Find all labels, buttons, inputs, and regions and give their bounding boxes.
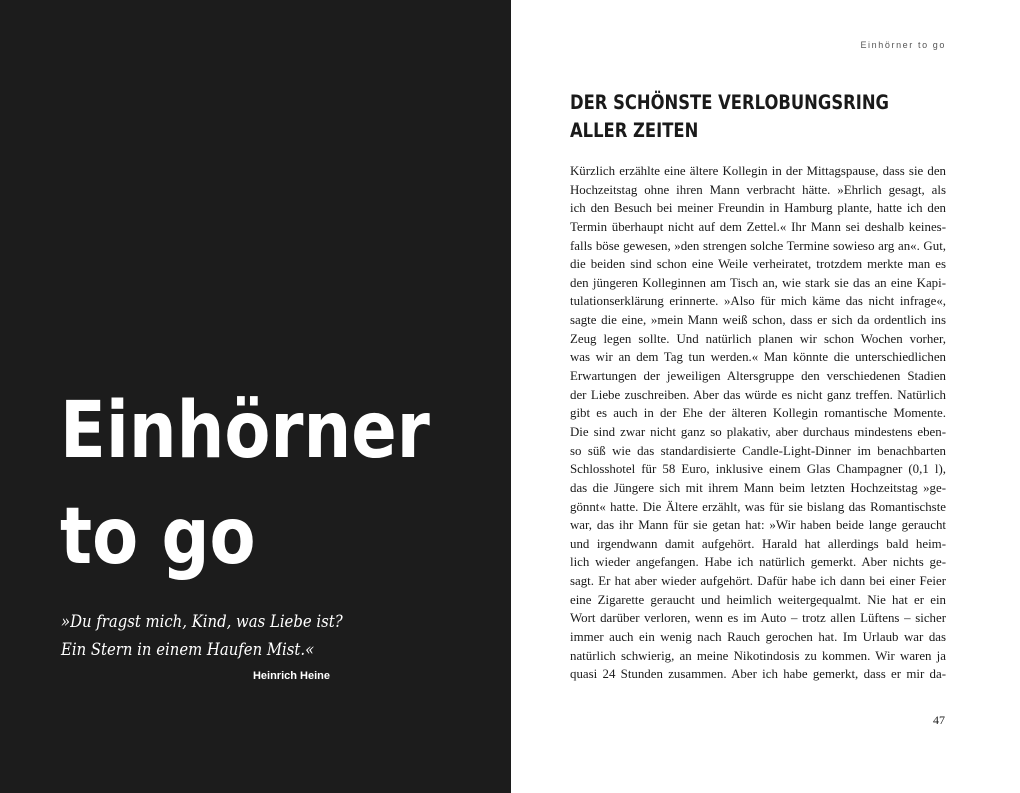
chapter-title-line-2: ALLER ZEITEN [570, 119, 699, 142]
body-line: Die sind zwar nicht ganz so plakativ, aber durchaus mindestens eben- [570, 424, 946, 439]
page-number: 47 [933, 713, 945, 727]
body-line: Kürzlich erzählte eine ältere Kollegin in der Mittagspause, dass sie den [570, 164, 946, 178]
book-title-line-1: Einhörner [60, 386, 430, 476]
body-text [570, 162, 946, 684]
book-title-line-2: to go [60, 492, 256, 582]
body-line: sagte die eine, »mein Mann weiß schon, dass er sich da ordentlich ins [570, 313, 946, 328]
body-line: Wort darüber verloren, wenn es im Auto – trotz allen Lüftens – sicher [570, 611, 946, 626]
body-line: Hochzeitstag ohne ihren Mann verbracht hätte. »Ehrlich gesagt, als [570, 182, 946, 197]
body-line: natürlich schwierig, an meine Nikotindosis zu kommen. Wir waren ja [570, 648, 946, 663]
body-line: ich den Besuch bei meiner Freundin in Hamburg plante, hatte ich den [570, 201, 946, 216]
body-line: Zeug legen sollte. Und natürlich planen wir schon Wochen vorher, [570, 331, 946, 346]
body-line: die beiden sind schon eine Weile verheiratet, trotzdem merkte man es [570, 257, 946, 272]
right-page [511, 0, 1020, 793]
body-line: der Liebe zuschreiben. Aber das würde es nicht ganz treffen. Natürlich [570, 387, 946, 402]
body-line: tulationserklärung erinnerte. »Also für mich käme das nicht infrage«, [570, 294, 946, 309]
body-line: gönnt« hatte. Die Ältere erzählt, was für sie bislang das Romantischste [570, 499, 946, 514]
body-line: Erwartungen der jeweiligen Altersgruppe den verschiedenen Stadien [570, 369, 946, 384]
book-title [60, 378, 430, 590]
body-line: war, das ihr Mann für sie getan hat: »Wir haben beide lange geraucht [570, 518, 946, 533]
chapter-title [570, 89, 889, 145]
body-line: eine Zigarette geraucht und heimlich weitergequalmt. Nie hat er ein [570, 592, 946, 607]
body-line: das die Jüngere sich mit ihrem Mann beim letzten Hochzeitstag »ge- [570, 480, 946, 495]
body-line: falls böse gewesen, »den strengen solche Termine sowieso arg an«. Gut, [570, 238, 946, 253]
body-line: so süß wie das standardisierte Candle-Light-Dinner im benachbarten [570, 443, 946, 458]
running-head: Einhörner to go [860, 40, 946, 50]
epigraph-quote [61, 608, 343, 664]
body-line: sagt. Er hat aber wieder aufgehört. Dafür habe ich dann bei einer Feier [570, 574, 946, 589]
body-line: lich wieder angefangen. Habe ich natürlich gemerkt. Aber nichts ge- [570, 555, 946, 570]
body-line: immer auch ein wenig nach Rauch gerochen hat. Im Urlaub war das [570, 630, 946, 645]
body-line: quasi 24 Stunden zusammen. Aber ich habe gemerkt, dass er mir da- [570, 667, 946, 682]
body-line: den jüngeren Kolleginnen am Tisch an, wie stark sie das an eine Kapi- [570, 275, 946, 290]
chapter-title-line-1: DER SCHÖNSTE VERLOBUNGSRING [570, 91, 889, 114]
quote-line-2: Ein Stern in einem Haufen Mist.« [61, 640, 315, 659]
body-line: gibt es auch in der Ehe der älteren Kollegin romantische Momente. [570, 406, 946, 421]
body-line: Termin überhaupt nicht auf dem Zettel.« Ihr Mann sei deshalb keines- [570, 219, 946, 234]
body-line: Schlosshotel für 58 Euro, inklusive einem Glas Champagner (0,1 l), [570, 462, 946, 477]
body-line: was wir an dem Tag tun werden.« Man könnte die unterschiedlichen [570, 350, 946, 365]
body-line: und irgendwann damit aufgehört. Harald hat allerdings bald heim- [570, 536, 946, 551]
quote-author: Heinrich Heine [252, 670, 330, 682]
quote-line-1: »Du fragst mich, Kind, was Liebe ist? [61, 612, 343, 631]
